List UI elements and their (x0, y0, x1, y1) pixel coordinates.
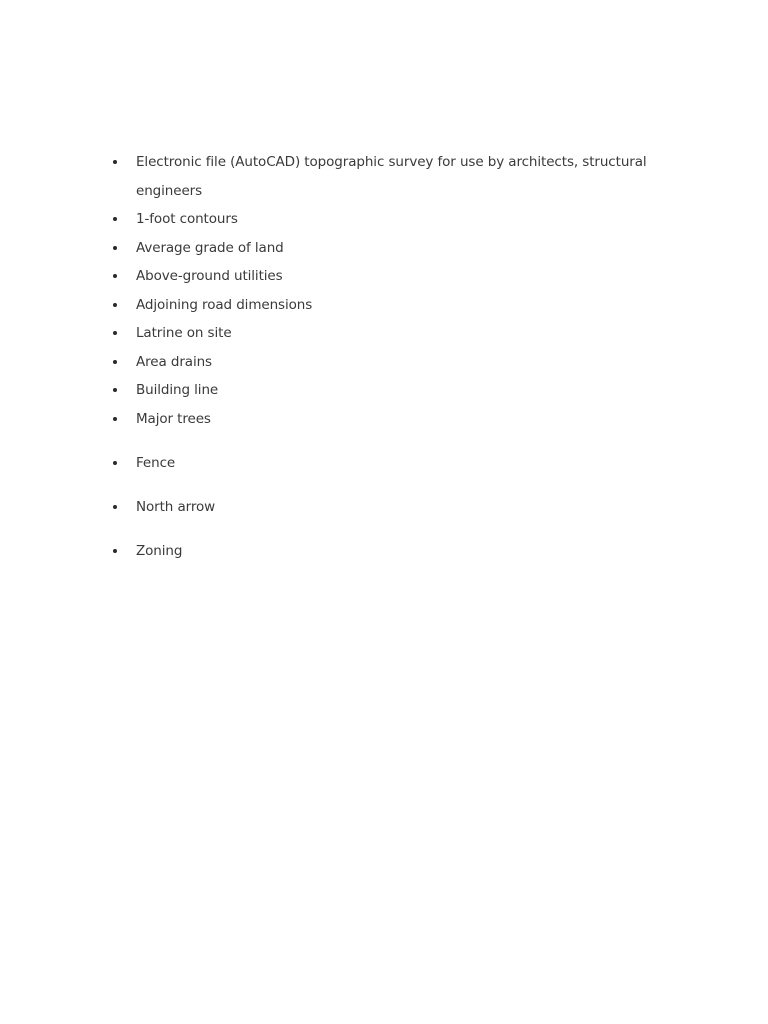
list-item-text: Average grade of land (136, 239, 284, 256)
list-item (109, 148, 649, 205)
list-item-text: North arrow (136, 498, 216, 515)
list-item-text: Adjoining road dimensions (136, 296, 313, 313)
list-item (109, 234, 649, 263)
bullet-icon (113, 303, 117, 307)
list-item-text: Latrine on site (136, 325, 232, 341)
list-item (109, 537, 649, 566)
bullet-icon (113, 461, 117, 465)
list-item-text: Area drains (136, 353, 212, 370)
bullet-icon (113, 274, 117, 278)
list-item (109, 348, 649, 377)
list-item-text: Major trees (136, 410, 211, 427)
bullet-icon (113, 160, 117, 164)
bullet-icon (113, 331, 117, 335)
requirements-bullet-list (109, 148, 649, 565)
list-item-text: Building line (136, 382, 219, 398)
list-item-text: Zoning (136, 542, 183, 559)
list-item-text: Above-ground utilities (136, 268, 283, 284)
list-item-text: Fence (136, 454, 176, 471)
list-item (109, 493, 649, 522)
list-item (109, 449, 649, 478)
list-item-text: Electronic file (AutoCAD) topographic survey for use by architects, structural engineers (136, 154, 647, 199)
bullet-icon (113, 360, 117, 364)
list-item (109, 376, 649, 405)
list-item (109, 405, 649, 434)
list-item (109, 262, 649, 291)
list-item (109, 291, 649, 320)
bullet-icon (113, 505, 117, 509)
list-item (109, 205, 649, 234)
list-item-text: 1-foot contours (136, 211, 238, 227)
bullet-icon (113, 246, 117, 250)
bullet-icon (113, 549, 117, 553)
list-item (109, 319, 649, 348)
bullet-icon (113, 217, 117, 221)
bullet-icon (113, 388, 117, 392)
bullet-icon (113, 417, 117, 421)
